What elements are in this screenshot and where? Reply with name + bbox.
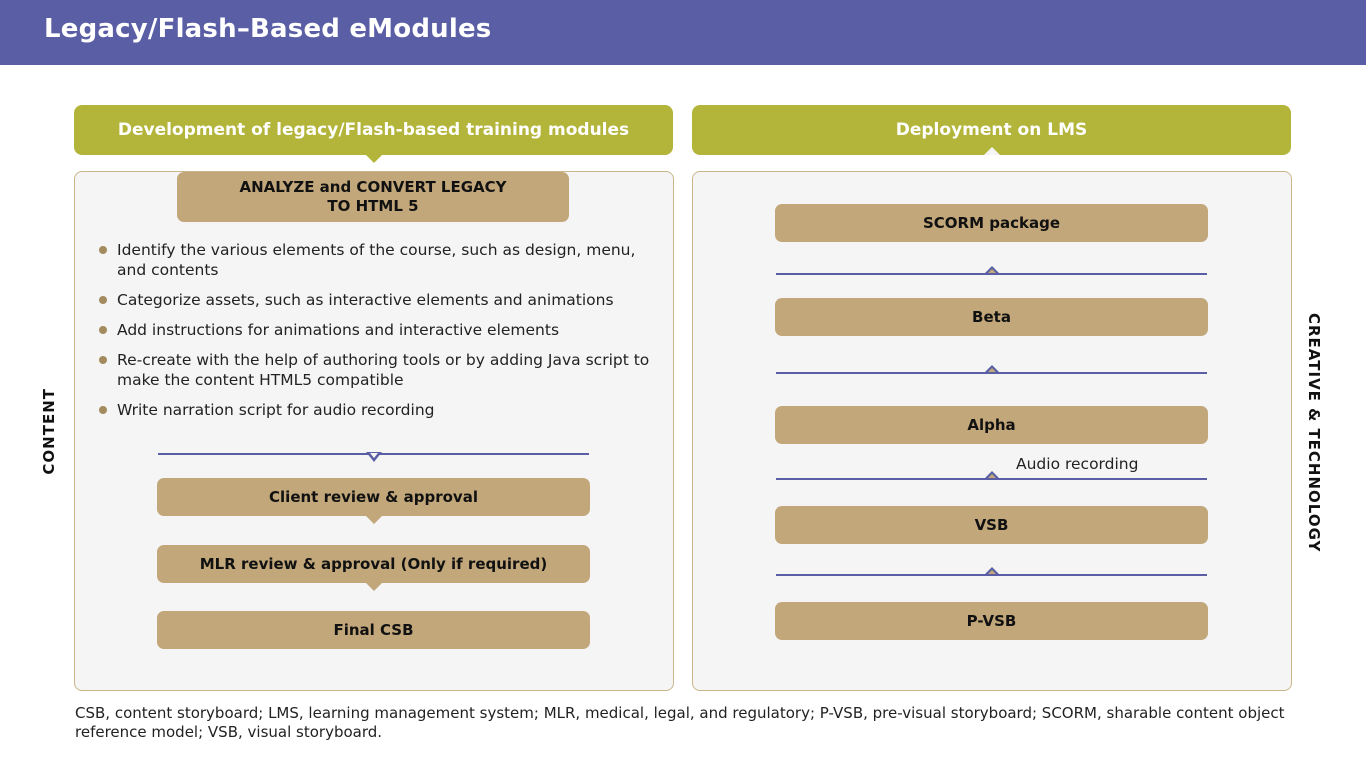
bullet-item [90, 400, 650, 420]
bullet-text: Write narration script for audio recording [117, 401, 435, 419]
step-alpha: Alpha [775, 406, 1208, 444]
chevron-up-icon [982, 364, 1002, 376]
bullet-item [90, 320, 650, 340]
chevron-up-icon [982, 470, 1002, 482]
bullet-text: Identify the various elements of the course, such as design, menu, and contents [117, 241, 636, 279]
step-client-review: Client review & approval [157, 478, 590, 516]
side-label-content: CONTENT [40, 388, 58, 475]
analyze-line-1: ANALYZE and CONVERT LEGACY [239, 178, 507, 196]
page-title: Legacy/Flash–Based eModules [44, 14, 492, 44]
step-mlr-review: MLR review & approval (Only if required) [157, 545, 590, 583]
right-header-pointer [984, 147, 1000, 155]
step-p-vsb: P-VSB [775, 602, 1208, 640]
step-vsb: VSB [775, 506, 1208, 544]
bullet-text: Re-create with the help of authoring tools or by adding Java script to make the content HTML5 compatible [117, 351, 650, 389]
bullet-dot-icon [99, 406, 107, 414]
right-section-header: Deployment on LMS [692, 105, 1291, 155]
step-pointer [366, 583, 382, 591]
step-scorm-package: SCORM package [775, 204, 1208, 242]
bullet-dot-icon [99, 326, 107, 334]
bullet-item [90, 240, 650, 280]
analyze-convert-box [177, 172, 569, 222]
bullet-dot-icon [99, 296, 107, 304]
analyze-line-2: TO HTML 5 [327, 197, 419, 215]
task-bullet-list [90, 240, 650, 430]
left-header-pointer [366, 155, 382, 163]
bullet-text: Add instructions for animations and interactive elements [117, 321, 560, 339]
bullet-dot-icon [99, 246, 107, 254]
side-label-creative-technology: CREATIVE & TECHNOLOGY [1305, 313, 1323, 553]
bullet-text: Categorize assets, such as interactive elements and animations [117, 291, 614, 309]
chevron-down-icon [364, 451, 384, 465]
footnote-abbreviations: CSB, content storyboard; LMS, learning management system; MLR, medical, legal, and regulatory; P-VSB, pre-visual storyboard; SCORM, sharable content object reference model; VSB, visual storyboard. [75, 704, 1285, 741]
bullet-dot-icon [99, 356, 107, 364]
bullet-item [90, 290, 650, 310]
step-final-csb: Final CSB [157, 611, 590, 649]
step-beta: Beta [775, 298, 1208, 336]
bullet-item [90, 350, 650, 390]
left-section-header: Development of legacy/Flash-based training modules [74, 105, 673, 155]
audio-recording-label: Audio recording [1016, 455, 1139, 473]
chevron-up-icon [982, 265, 1002, 277]
chevron-up-icon [982, 566, 1002, 578]
step-pointer [366, 516, 382, 524]
